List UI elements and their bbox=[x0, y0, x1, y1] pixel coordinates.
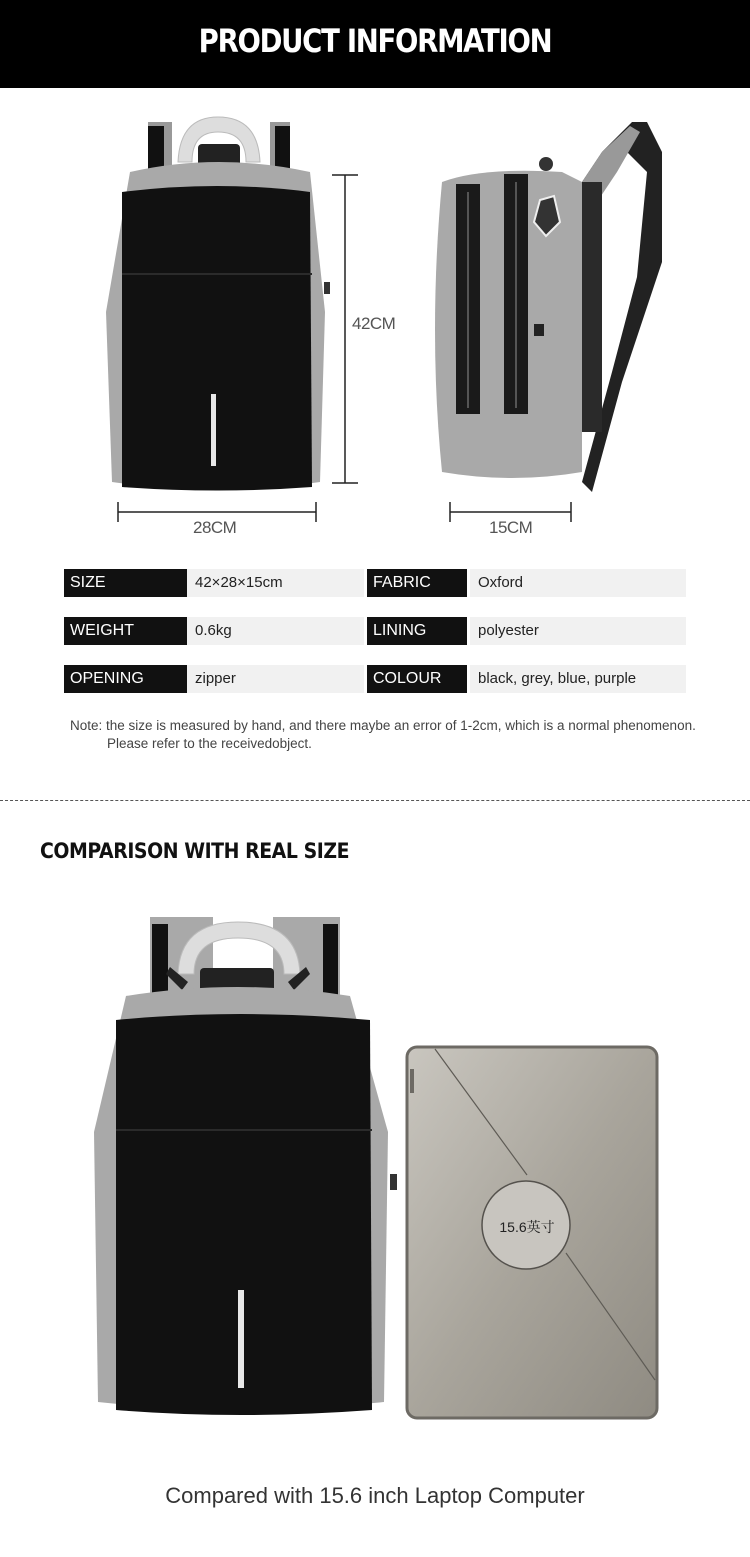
spec-lining-label: LINING bbox=[367, 617, 467, 645]
page-title: PRODUCT INFORMATION bbox=[198, 22, 552, 60]
height-label: 42CM bbox=[351, 312, 396, 336]
spec-weight-value: 0.6kg bbox=[187, 617, 364, 645]
backpack-side-image bbox=[422, 112, 672, 497]
spec-fabric-value: Oxford bbox=[470, 569, 686, 597]
spec-size-value: 42×28×15cm bbox=[187, 569, 364, 597]
spec-colour-label: COLOUR bbox=[367, 665, 467, 693]
spec-fabric-label: FABRIC bbox=[367, 569, 467, 597]
spec-weight-label: WEIGHT bbox=[64, 617, 187, 645]
note-line-2: Please refer to the receivedobject. bbox=[107, 736, 312, 751]
comparison-title: COMPARISON WITH REAL SIZE bbox=[40, 839, 350, 863]
spec-opening-label: OPENING TYPE bbox=[64, 665, 187, 693]
note-line-1: Note: the size is measured by hand, and there maybe an error of 1-2cm, which is a normal phenomenon. bbox=[70, 718, 696, 733]
comparison-caption: Compared with 15.6 inch Laptop Computer bbox=[165, 1483, 585, 1508]
header-banner bbox=[0, 0, 750, 88]
laptop-size-label: 15.6英寸 bbox=[499, 1219, 555, 1235]
backpack-front-image bbox=[100, 112, 335, 497]
width-label: 28CM bbox=[193, 518, 237, 537]
backpack-comparison-image bbox=[88, 912, 398, 1424]
measurement-note bbox=[70, 717, 710, 753]
spec-opening-value: zipper bbox=[187, 665, 364, 693]
spec-lining-value: polyester bbox=[470, 617, 686, 645]
depth-label: 15CM bbox=[489, 518, 533, 537]
section-divider bbox=[0, 800, 750, 801]
spec-size-label: SIZE bbox=[64, 569, 187, 597]
spec-colour-value: black, grey, blue, purple bbox=[470, 665, 686, 693]
